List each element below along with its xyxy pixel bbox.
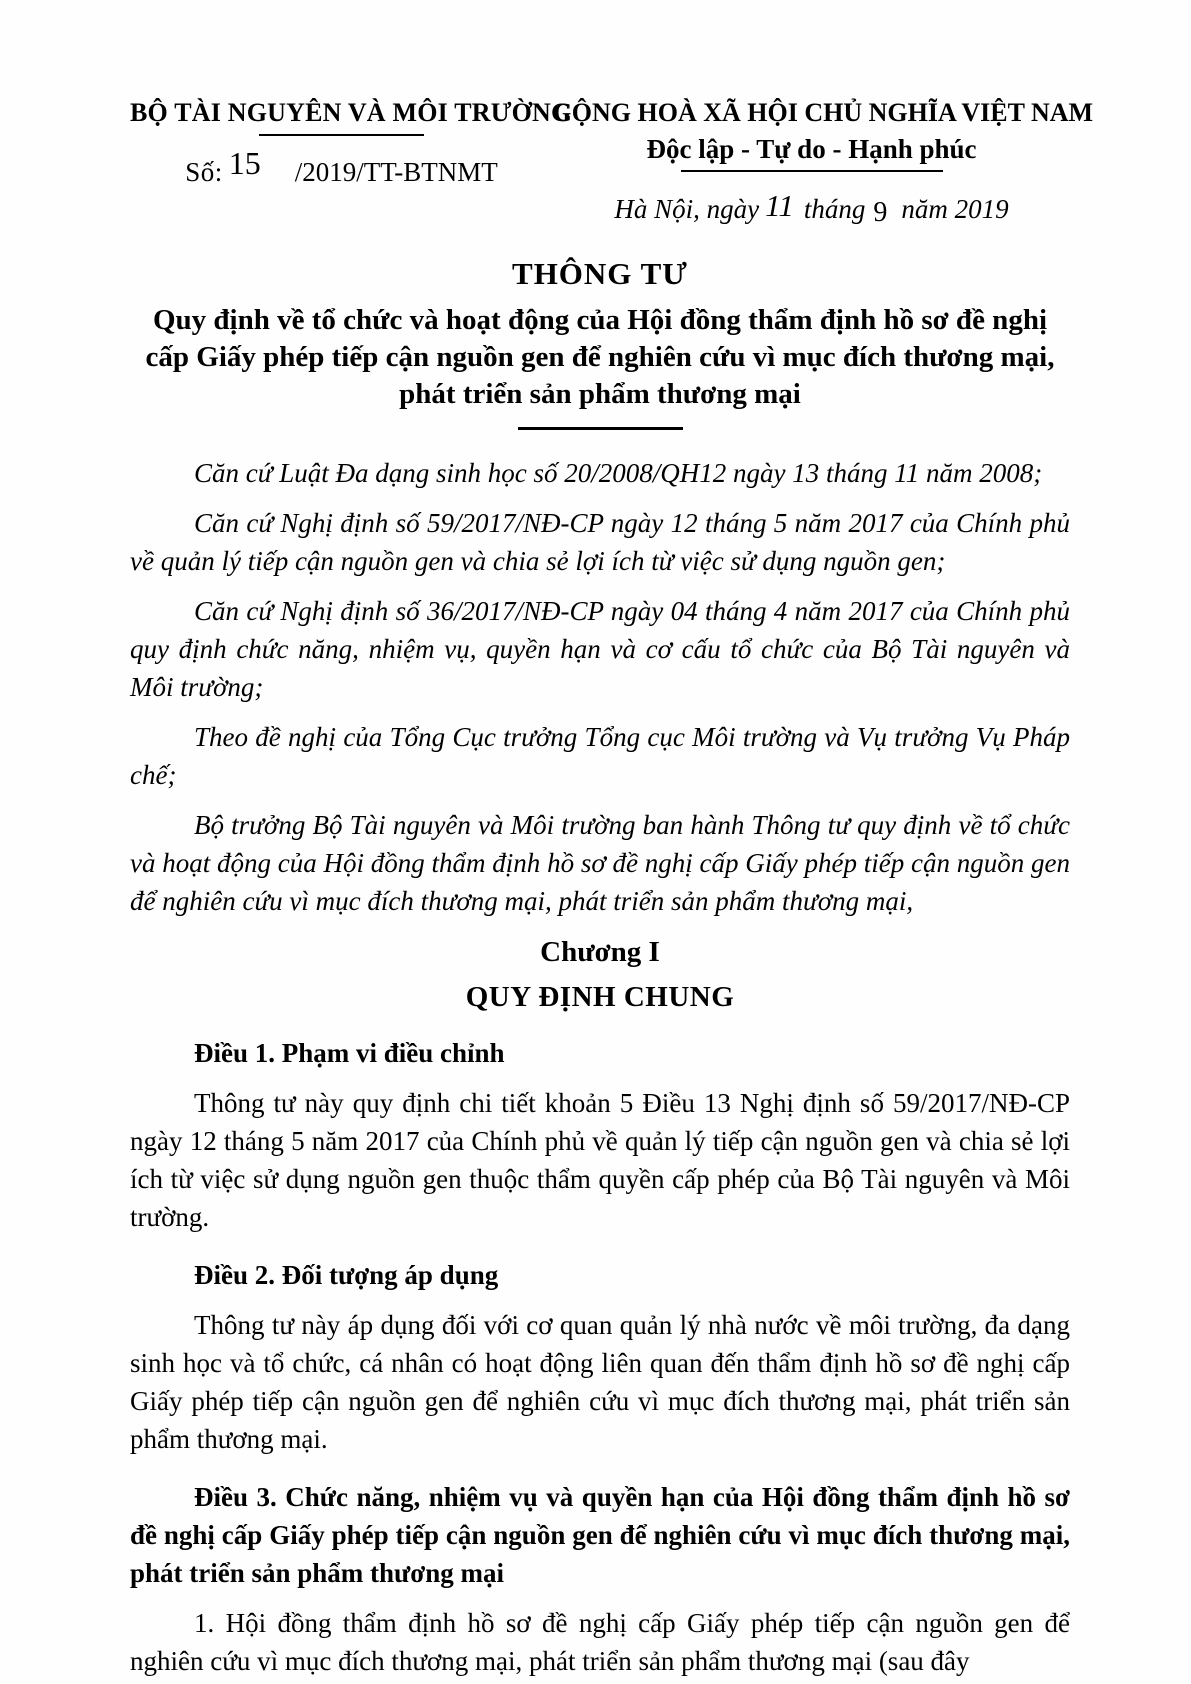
chapter-heading-block [130,936,1070,1014]
date-month-word: tháng [803,194,866,224]
chapter-label: Chương I [540,936,660,968]
preamble-paragraph-proposal: Theo đề nghị của Tổng Cục trưởng Tổng cục Môi trường và Vụ trưởng Vụ Pháp chế; [130,722,1070,790]
document-number-suffix: /2019/TT-BTNMT [294,157,498,187]
national-header-block [553,98,1094,228]
article-2-body: Thông tư này áp dụng đối với cơ quan quản lý nhà nước về môi trường, đa dạng sinh học và tổ chức, cá nhân có hoạt động liên quan đến thẩm định hồ sơ đề nghị cấp Giấy phép tiếp cận nguồn gen để nghiên cứu vì mục đích thương mại, phát triển sản phẩm thương mại. [130,1310,1070,1454]
articles-section [130,1034,1070,1680]
preamble-paragraph-enactment: Bộ trưởng Bộ Tài nguyên và Môi trường ban hành Thông tư quy định về tổ chức và hoạt động của Hội đồng thẩm định hồ sơ đề nghị cấp Giấy phép tiếp cận nguồn gen để nghiên cứu vì mục đích thương mại, phát triển sản phẩm thương mại, [130,810,1070,916]
preamble-paragraph-legal-basis-1: Căn cứ Luật Đa dạng sinh học số 20/2008/QH12 ngày 13 tháng 11 năm 2008; [194,458,1043,488]
document-number-value-handwritten: 15 [228,145,261,181]
document-subject-title: Quy định về tổ chức và hoạt động của Hội đồng thẩm định hồ sơ đề nghị cấp Giấy phép tiếp cận nguồn gen để nghiên cứu vì mục đích thương mại, phát triển sản phẩm thương mại [145,304,1055,410]
preamble-paragraph-legal-basis-2: Căn cứ Nghị định số 59/2017/NĐ-CP ngày 12 tháng 5 năm 2017 của Chính phủ về quản lý tiếp cận nguồn gen và chia sẻ lợi ích từ việc sử dụng nguồn gen; [130,508,1070,576]
place-date-line [553,190,1070,226]
title-block [130,256,1070,430]
date-day-handwritten: 11 [765,188,794,223]
preamble-paragraph-legal-basis-3: Căn cứ Nghị định số 36/2017/NĐ-CP ngày 04 tháng 4 năm 2017 của Chính phủ quy định chức năng, nhiệm vụ, quyền hạn và cơ cấu tổ chức của Bộ Tài nguyên và Môi trường; [130,596,1070,702]
date-year-part: năm 2019 [901,194,1009,224]
document-number-label: Số: [185,157,223,187]
document-type-title: THÔNG TƯ [512,256,688,291]
chapter-title: QUY ĐỊNH CHUNG [465,981,735,1013]
country-name: CỘNG HOÀ XÃ HỘI CHỦ NGHĨA VIỆT NAM [553,98,1094,127]
national-motto: Độc lập - Tự do - Hạnh phúc [646,134,977,164]
issuer-underline [259,134,424,136]
article-1-body: Thông tư này quy định chi tiết khoản 5 Điều 13 Nghị định số 59/2017/NĐ-CP ngày 12 tháng 5 năm 2017 của Chính phủ về quản lý tiếp cận nguồn gen và chia sẻ lợi ích từ việc sử dụng nguồn gen thuộc thẩm quyền cấp phép của Bộ Tài nguyên và Môi trường. [130,1088,1070,1232]
title-divider [518,427,683,430]
date-month-handwritten: 9 [873,197,888,228]
motto-underline [681,170,943,172]
article-3-heading: Điều 3. Chức năng, nhiệm vụ và quyền hạn của Hội đồng thẩm định hồ sơ đề nghị cấp Giấy phép tiếp cận nguồn gen để nghiên cứu vì mục đích thương mại, phát triển sản phẩm thương mại [130,1482,1070,1588]
issuer-block [130,98,572,226]
preamble-section [130,454,1070,920]
place-date-prefix: Hà Nội, ngày [614,194,760,224]
article-1-heading: Điều 1. Phạm vi điều chỉnh [194,1038,505,1068]
document-header [130,98,1094,228]
article-2-heading: Điều 2. Đối tượng áp dụng [194,1260,499,1290]
issuer-name: BỘ TÀI NGUYÊN VÀ MÔI TRƯỜNG [130,98,572,127]
article-3-body: 1. Hội đồng thẩm định hồ sơ đề nghị cấp Giấy phép tiếp cận nguồn gen để nghiên cứu vì mục đích thương mại, phát triển sản phẩm thương mại (sau đây [130,1608,1070,1676]
document-number [130,145,553,189]
